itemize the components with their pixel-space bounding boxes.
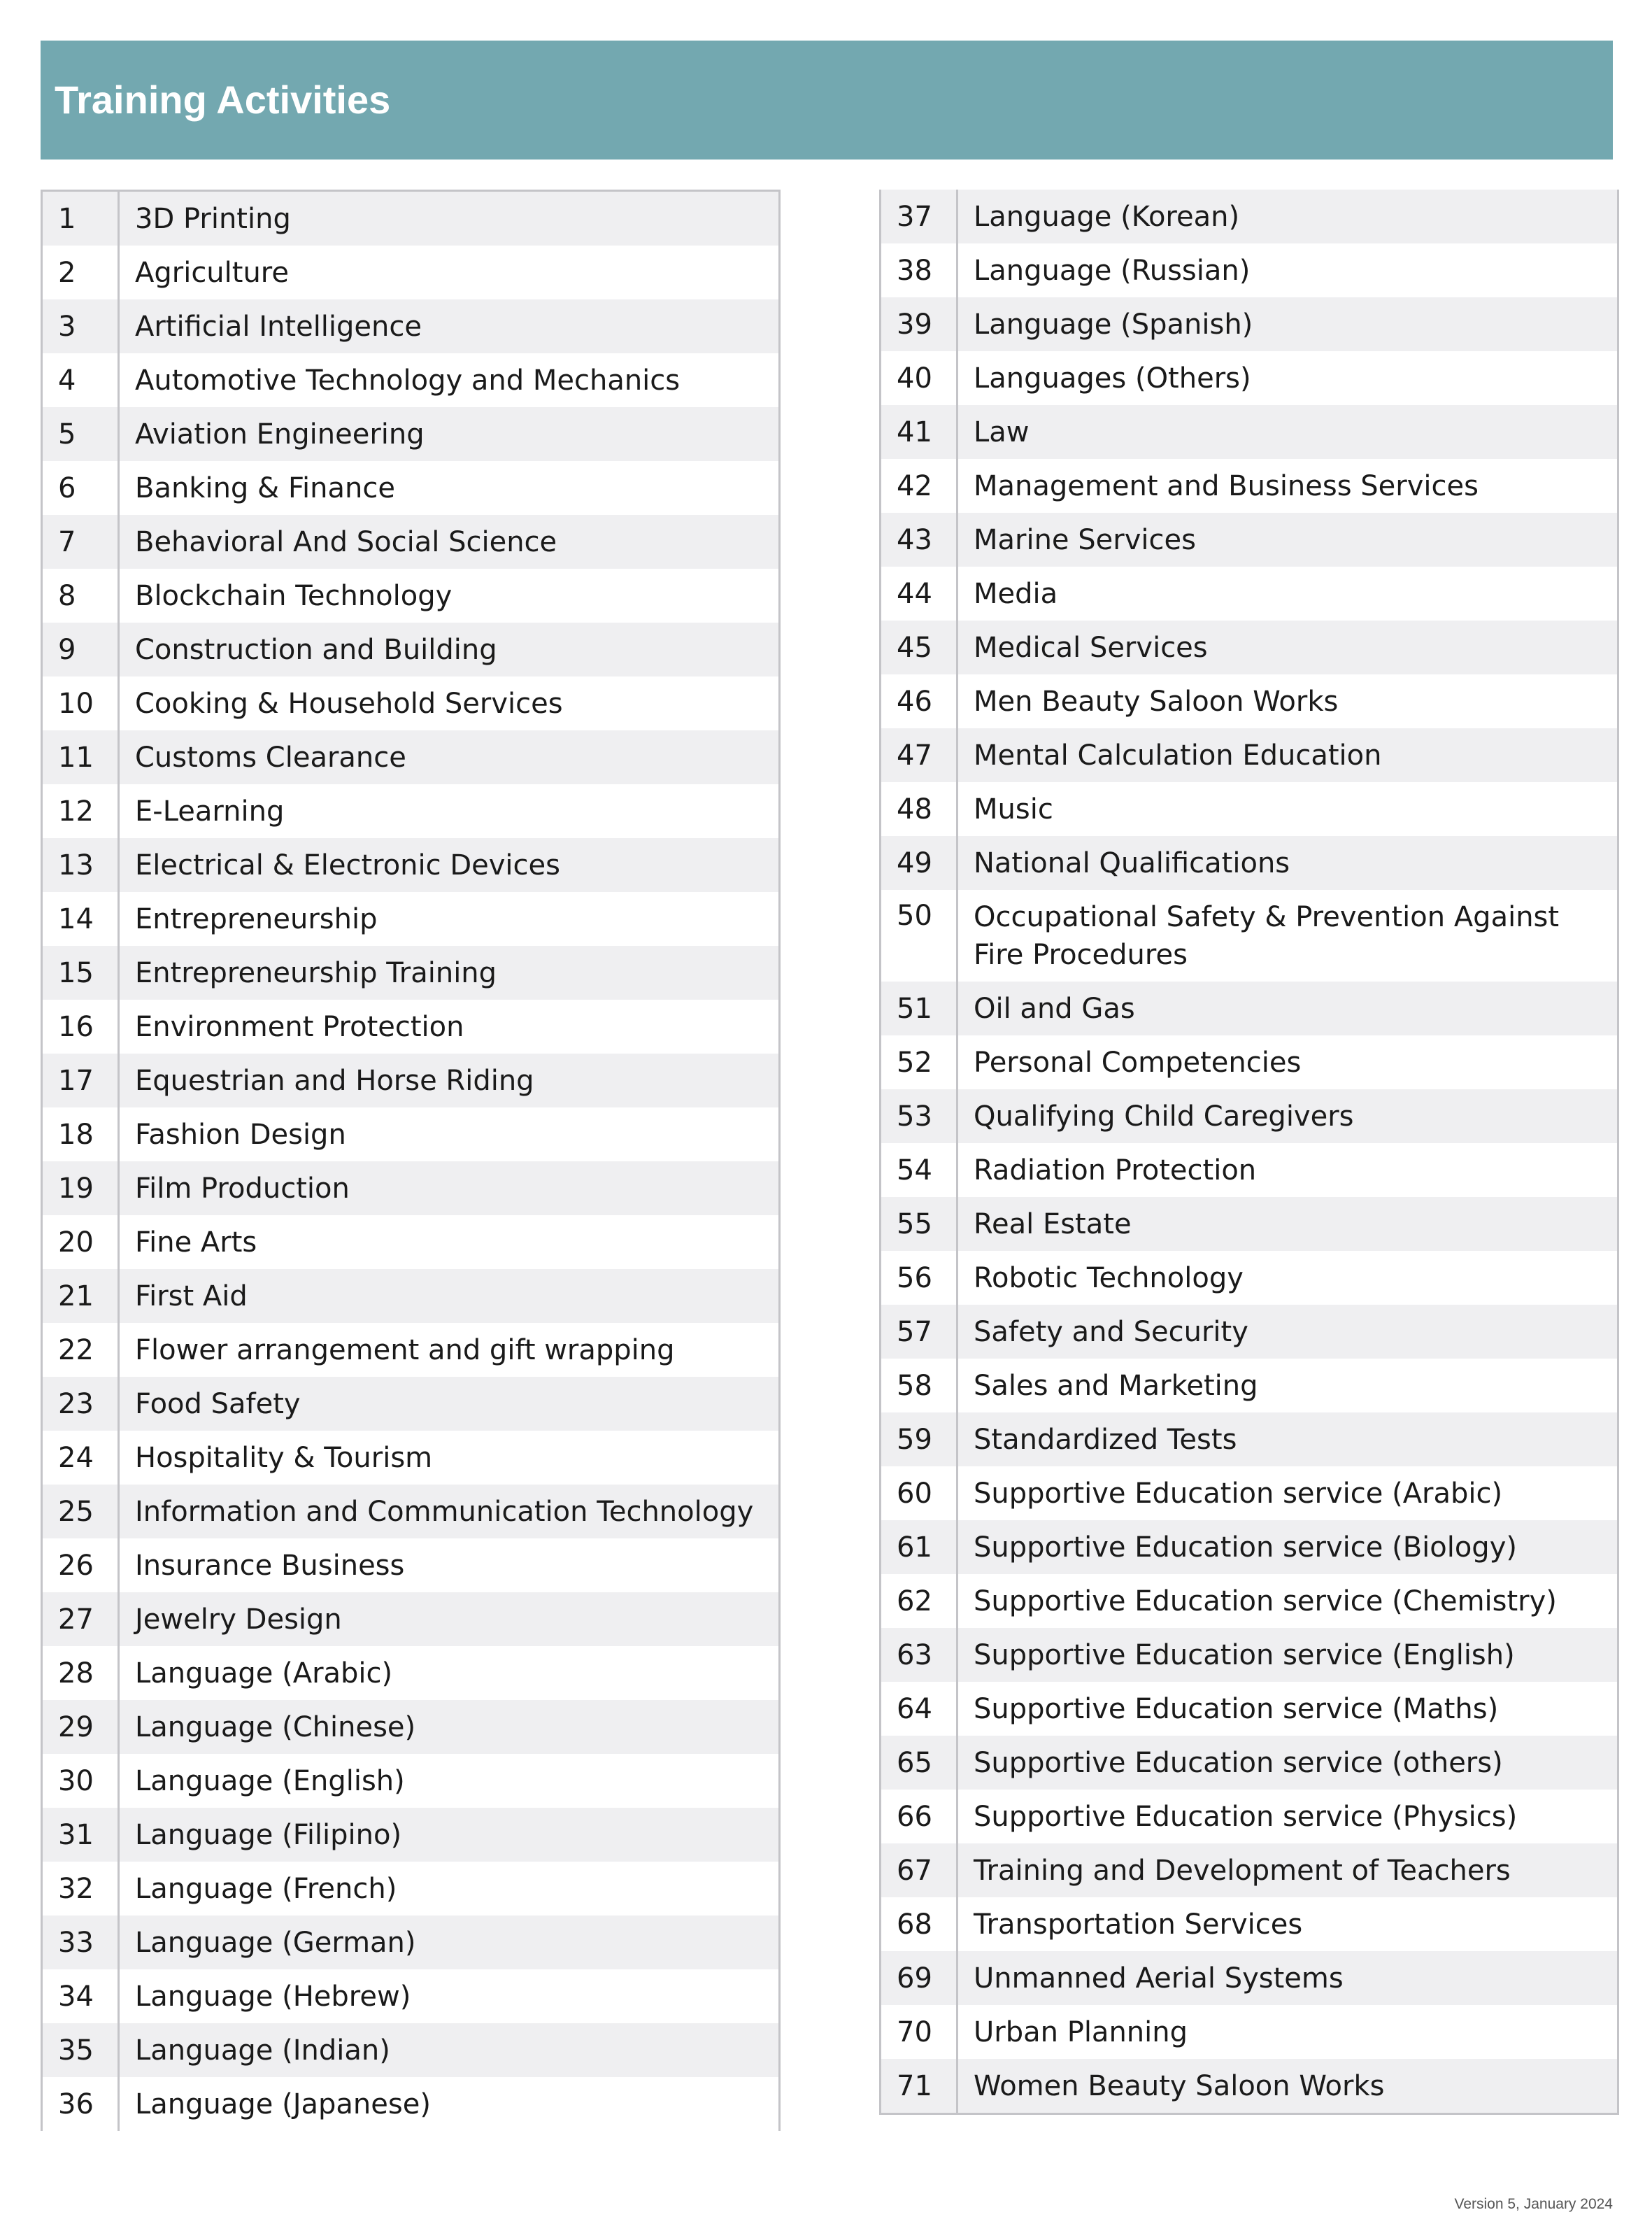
row-number: 33 [43,1915,120,1969]
activity-label: Supportive Education service (Physics) [974,1800,1518,1833]
activity-label: Film Production [135,1172,350,1205]
table-row [43,192,778,246]
row-number: 58 [881,1359,958,1412]
activity-label: Sales and Marketing [974,1369,1258,1402]
row-number: 5 [43,407,120,461]
activities-table-left [41,190,781,2131]
row-number: 37 [881,190,958,243]
row-number: 45 [881,621,958,674]
row-number: 36 [43,2077,120,2131]
table-row [43,1485,778,1538]
table-row [881,1682,1617,1736]
table-row [43,1700,778,1754]
activities-table-right [879,190,1619,2115]
activity-label: Language (Indian) [135,2034,390,2067]
row-number: 30 [43,1754,120,1808]
activity-label: Behavioral And Social Science [135,525,557,558]
table-row [881,405,1617,459]
row-number: 24 [43,1431,120,1485]
table-row [881,1466,1617,1520]
activity-label: Blockchain Technology [135,579,453,612]
row-number: 47 [881,728,958,782]
table-row [881,1951,1617,2005]
row-number: 7 [43,515,120,569]
table-row [43,1915,778,1969]
row-number: 9 [43,623,120,677]
row-number: 28 [43,1646,120,1700]
row-number: 10 [43,677,120,730]
table-row [43,246,778,299]
activity-label: Jewelry Design [135,1603,342,1636]
activity-label: Language (Russian) [974,254,1251,287]
activity-label: Personal Competencies [974,1046,1302,1079]
row-number: 53 [881,1089,958,1143]
table-row [881,1897,1617,1951]
activity-label: Marine Services [974,523,1196,556]
row-number: 25 [43,1485,120,1538]
row-number: 67 [881,1843,958,1897]
activity-label: Language (German) [135,1926,416,1959]
table-row [881,567,1617,621]
version-note: Version 5, January 2024 [1454,2196,1613,2212]
row-number: 21 [43,1269,120,1323]
table-row [43,1431,778,1485]
activity-label: Aviation Engineering [135,418,425,451]
activity-label: Artificial Intelligence [135,310,422,343]
activity-label: Agriculture [135,256,289,289]
row-number: 52 [881,1035,958,1089]
row-number: 16 [43,1000,120,1054]
row-number: 41 [881,405,958,459]
row-number: 6 [43,461,120,515]
activity-label: Language (Japanese) [135,2088,431,2120]
activity-label: Supportive Education service (Biology) [974,1531,1517,1564]
row-number: 8 [43,569,120,623]
row-number: 11 [43,730,120,784]
activity-label: Media [974,577,1058,610]
page-title: Training Activities [55,78,391,122]
table-row [43,1323,778,1377]
activity-label: E-Learning [135,795,285,828]
table-row [881,621,1617,674]
activity-label: Occupational Safety & Prevention Against Fire Procedures [974,901,1560,971]
row-number: 69 [881,1951,958,2005]
table-row [881,1574,1617,1628]
table-row [43,623,778,677]
row-number: 29 [43,1700,120,1754]
activity-label: Language (Spanish) [974,308,1253,341]
table-row [43,1969,778,2023]
table-row [881,1143,1617,1197]
row-number: 56 [881,1251,958,1305]
row-number: 48 [881,782,958,836]
row-number: 12 [43,784,120,838]
activity-label: Language (Korean) [974,200,1240,233]
row-number: 46 [881,674,958,728]
row-number: 26 [43,1538,120,1592]
table-row [881,297,1617,351]
table-row [881,351,1617,405]
activity-label: Music [974,793,1053,826]
row-number: 18 [43,1107,120,1161]
table-row [881,836,1617,890]
table-row [881,1790,1617,1843]
table-row [43,461,778,515]
activity-label: Oil and Gas [974,992,1135,1025]
table-row [881,1628,1617,1682]
table-row [43,1538,778,1592]
row-number: 57 [881,1305,958,1359]
table-row [881,1359,1617,1412]
row-number: 38 [881,243,958,297]
table-row [881,459,1617,513]
activity-label: National Qualifications [974,847,1290,879]
activity-label: Language (French) [135,1872,397,1905]
table-row [43,1754,778,1808]
activity-label: Real Estate [974,1207,1132,1240]
row-number: 71 [881,2059,958,2113]
activity-label: Women Beauty Saloon Works [974,2069,1385,2102]
row-number: 49 [881,836,958,890]
row-number: 44 [881,567,958,621]
activity-label: Customs Clearance [135,741,406,774]
row-number: 63 [881,1628,958,1682]
row-number: 34 [43,1969,120,2023]
row-number: 61 [881,1520,958,1574]
activity-label: Language (Arabic) [135,1657,393,1690]
table-row [43,892,778,946]
activity-label: Insurance Business [135,1549,405,1582]
table-row [881,243,1617,297]
activity-label: Radiation Protection [974,1154,1257,1187]
activity-label: Standardized Tests [974,1423,1237,1456]
activity-label: Men Beauty Saloon Works [974,685,1339,718]
activity-label: Fashion Design [135,1118,346,1151]
table-row [43,407,778,461]
row-number: 31 [43,1808,120,1862]
activity-label: 3D Printing [135,202,291,235]
activity-label: Language (English) [135,1764,405,1797]
activity-label: Information and Communication Technology [135,1495,754,1528]
row-number: 62 [881,1574,958,1628]
table-row [881,2059,1617,2113]
activity-label: Supportive Education service (Maths) [974,1692,1499,1725]
activity-label: Languages (Others) [974,362,1251,395]
table-row [43,2077,778,2131]
activity-label: Environment Protection [135,1010,464,1043]
row-number: 20 [43,1215,120,1269]
activity-label: Management and Business Services [974,469,1479,502]
activity-label: Supportive Education service (Chemistry) [974,1585,1557,1617]
table-row [881,782,1617,836]
table-row [881,1520,1617,1574]
table-row [43,1646,778,1700]
table-row [881,1736,1617,1790]
table-row [43,353,778,407]
table-row [881,1843,1617,1897]
activity-label: Transportation Services [974,1908,1303,1941]
row-number: 39 [881,297,958,351]
table-row [43,1000,778,1054]
row-number: 54 [881,1143,958,1197]
activity-label: Electrical & Electronic Devices [135,849,560,881]
row-number: 66 [881,1790,958,1843]
activity-label: Hospitality & Tourism [135,1441,433,1474]
table-row [881,1412,1617,1466]
table-row [43,299,778,353]
table-row [881,1305,1617,1359]
row-number: 32 [43,1862,120,1915]
row-number: 3 [43,299,120,353]
row-number: 4 [43,353,120,407]
row-number: 22 [43,1323,120,1377]
activity-label: Supportive Education service (others) [974,1746,1503,1779]
table-row [43,677,778,730]
table-row [43,569,778,623]
row-number: 23 [43,1377,120,1431]
row-number: 19 [43,1161,120,1215]
activity-label: Safety and Security [974,1315,1248,1348]
row-number: 59 [881,1412,958,1466]
activity-label: Cooking & Household Services [135,687,563,720]
activity-label: Entrepreneurship Training [135,956,497,989]
table-row [881,982,1617,1035]
row-number: 51 [881,982,958,1035]
table-row [43,784,778,838]
row-number: 1 [43,192,120,246]
activity-label: Construction and Building [135,633,497,666]
row-number: 68 [881,1897,958,1951]
table-row [43,730,778,784]
table-row [43,1161,778,1215]
activity-label: Law [974,416,1030,448]
row-number: 17 [43,1054,120,1107]
row-number: 14 [43,892,120,946]
row-number: 15 [43,946,120,1000]
table-row [881,728,1617,782]
row-number: 42 [881,459,958,513]
table-row [43,1862,778,1915]
activity-label: Supportive Education service (English) [974,1638,1515,1671]
row-number: 64 [881,1682,958,1736]
activity-label: Medical Services [974,631,1208,664]
activity-label: First Aid [135,1280,248,1312]
activity-label: Flower arrangement and gift wrapping [135,1333,675,1366]
table-row [43,1808,778,1862]
row-number: 40 [881,351,958,405]
table-row [881,1197,1617,1251]
table-row [881,190,1617,243]
activity-label: Banking & Finance [135,472,395,504]
activity-label: Equestrian and Horse Riding [135,1064,534,1097]
activity-label: Unmanned Aerial Systems [974,1962,1344,1995]
table-row [881,513,1617,567]
activity-label: Language (Filipino) [135,1818,402,1851]
row-number: 55 [881,1197,958,1251]
row-number: 27 [43,1592,120,1646]
table-row [43,2023,778,2077]
row-number: 35 [43,2023,120,2077]
table-row [43,515,778,569]
activity-label: Entrepreneurship [135,902,378,935]
activity-label: Urban Planning [974,2016,1188,2048]
table-row [43,1107,778,1161]
activity-label: Mental Calculation Education [974,739,1382,772]
row-number: 65 [881,1736,958,1790]
table-row [43,1592,778,1646]
activity-label: Automotive Technology and Mechanics [135,364,681,397]
row-number: 70 [881,2005,958,2059]
activity-label: Fine Arts [135,1226,257,1259]
activity-label: Language (Hebrew) [135,1980,411,2013]
table-row [881,1251,1617,1305]
activity-label: Food Safety [135,1387,301,1420]
table-row [881,2005,1617,2059]
activity-label: Supportive Education service (Arabic) [974,1477,1503,1510]
activity-label: Training and Development of Teachers [974,1854,1511,1887]
row-number: 13 [43,838,120,892]
table-row [43,946,778,1000]
table-row [43,1054,778,1107]
row-number: 50 [881,890,958,982]
table-row [43,1269,778,1323]
table-row [881,890,1617,982]
table-row [43,1215,778,1269]
row-number: 60 [881,1466,958,1520]
row-number: 2 [43,246,120,299]
table-row [881,1035,1617,1089]
activity-label: Robotic Technology [974,1261,1244,1294]
activity-label: Qualifying Child Caregivers [974,1100,1354,1133]
table-row [881,674,1617,728]
table-row [43,1377,778,1431]
table-row [43,838,778,892]
header-banner [41,41,1613,160]
activity-label: Language (Chinese) [135,1711,416,1743]
row-number: 43 [881,513,958,567]
table-row [881,1089,1617,1143]
